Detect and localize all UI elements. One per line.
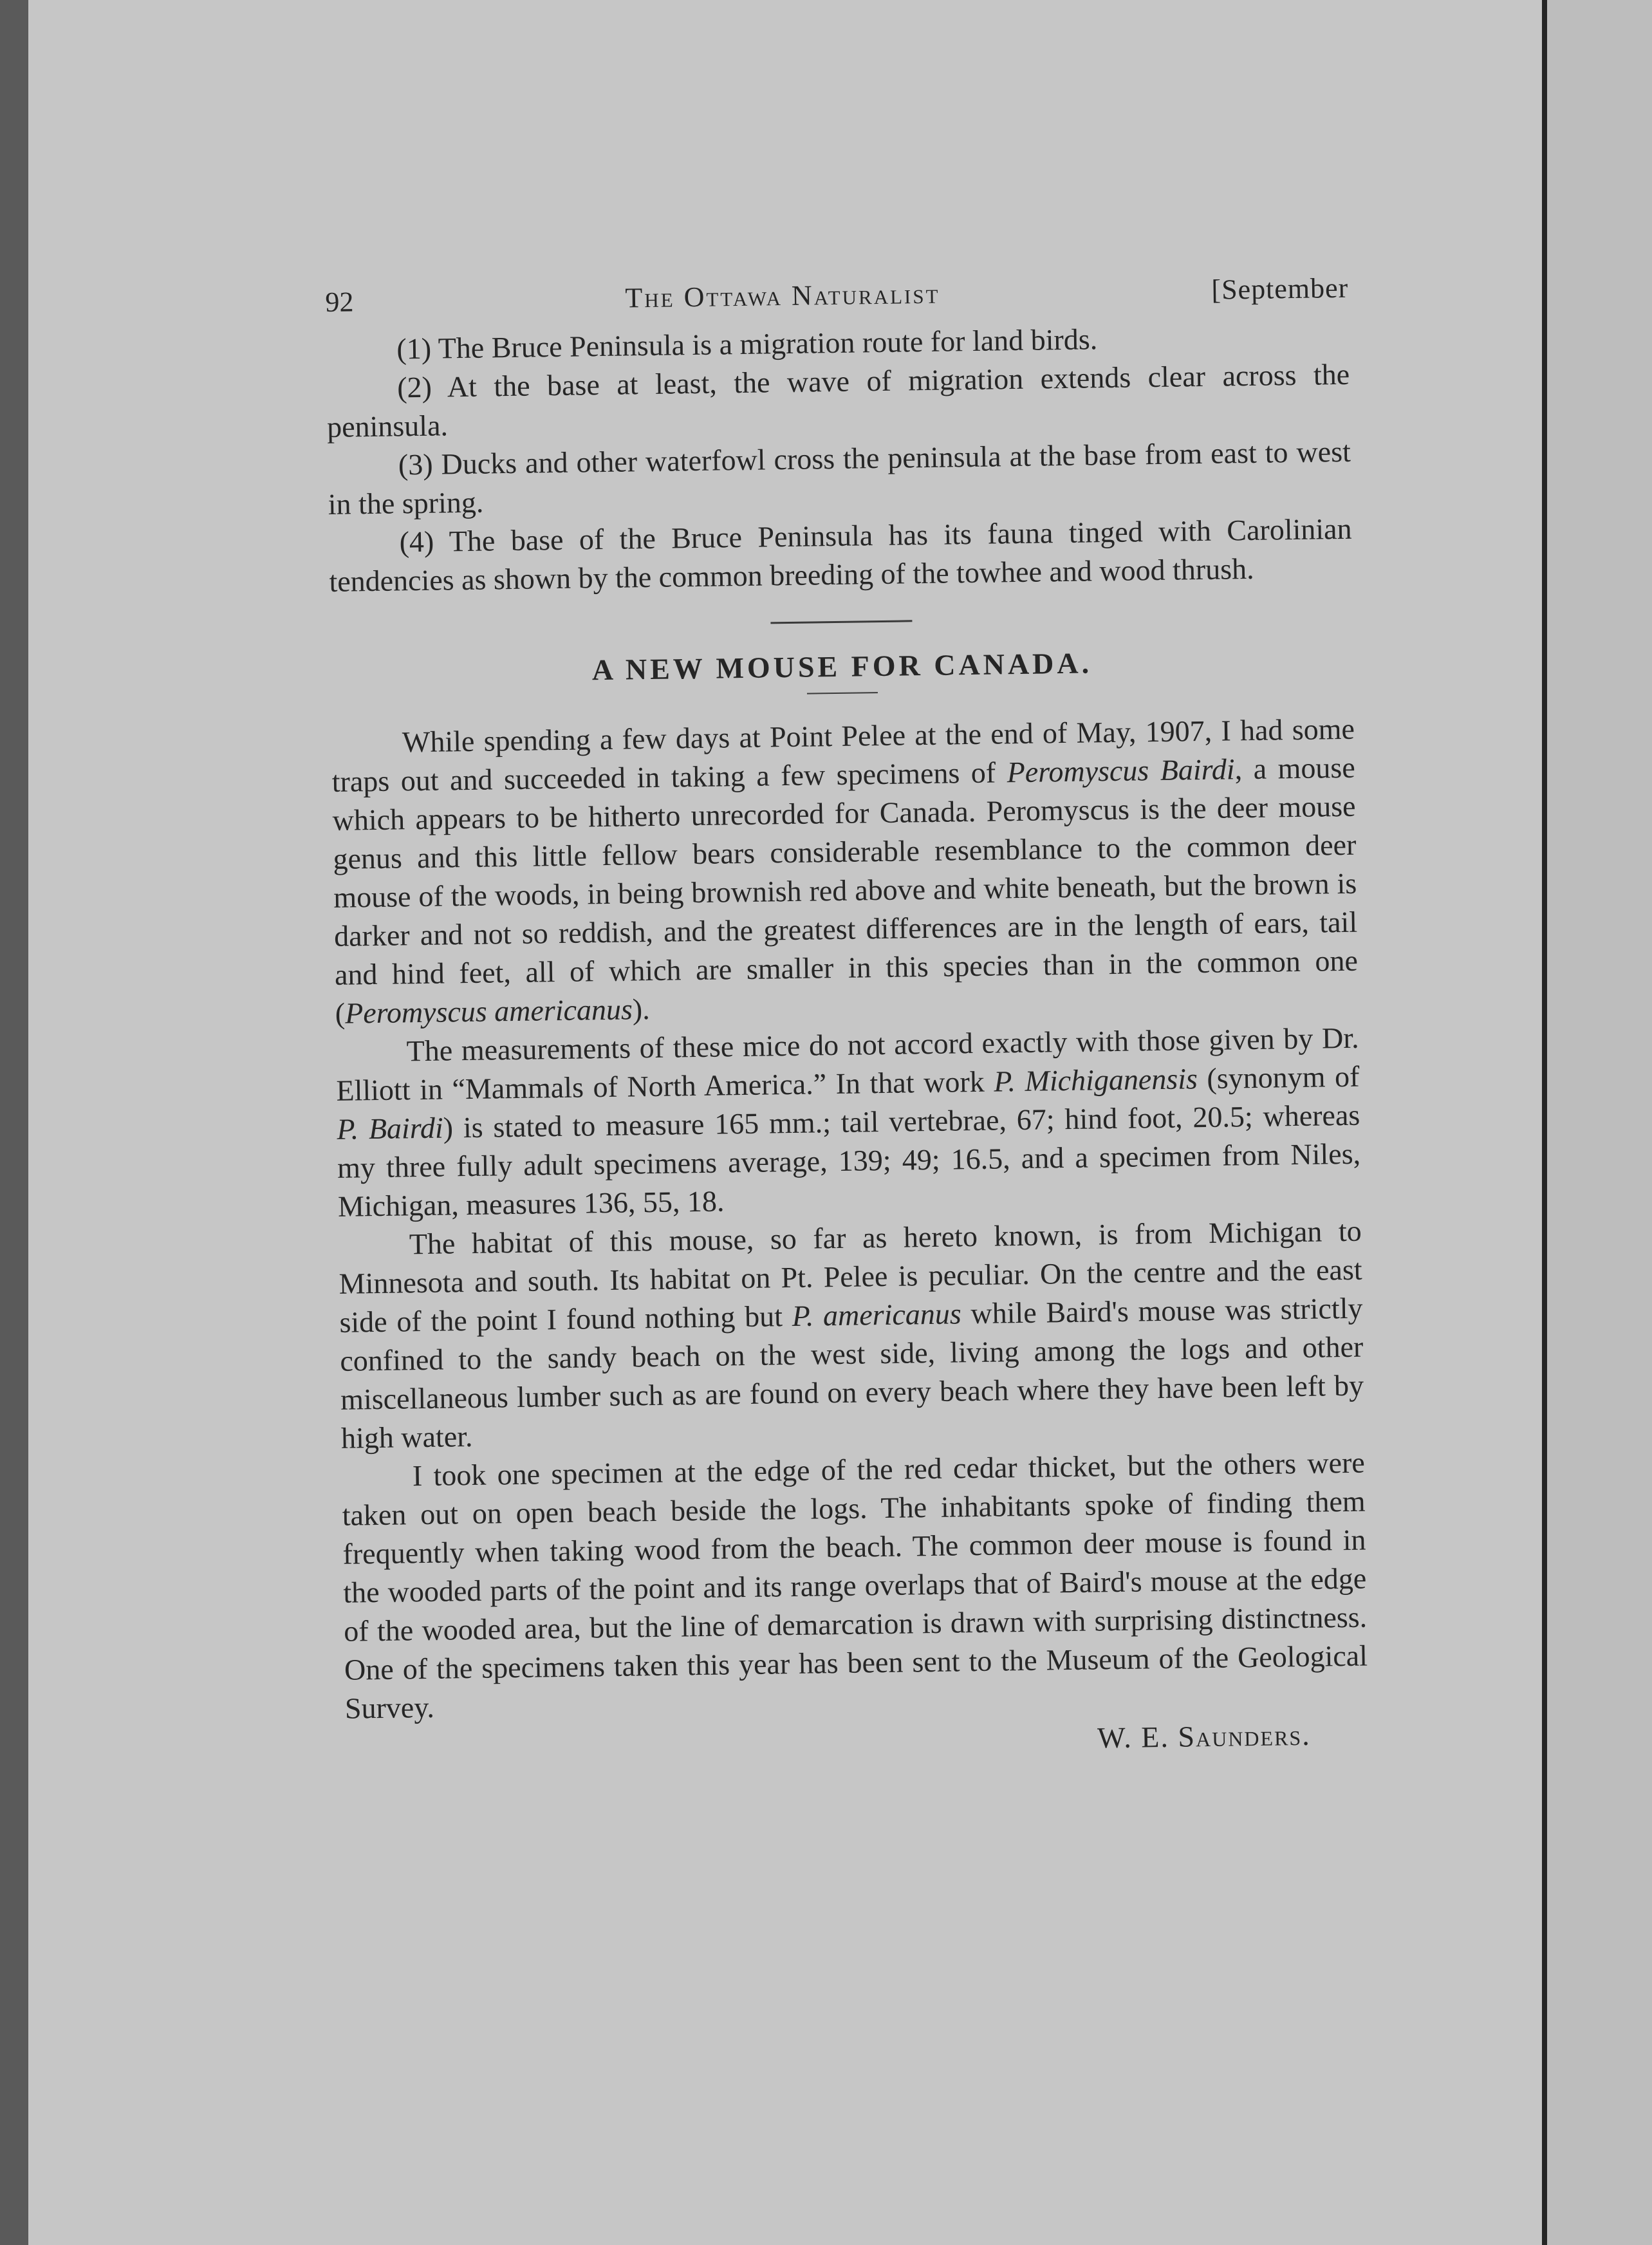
issue-month: [September: [1211, 272, 1349, 306]
article-paragraph-4: I took one specimen at the edge of the red cedar thicket, but the others were taken out on open beach beside the logs. The inhabitants spoke of finding them frequently when taking wood from the beach. The common deer mouse is found in the wooded parts of the point and its range overlaps that of Baird's mouse at the edge of the wooded area, but the line of demarcation is drawn with surprising distinctness. One of the specimens taken this year has been sent to the Museum of the Geological Survey.: [342, 1446, 1368, 1725]
species-name: P. americanus: [792, 1297, 962, 1333]
species-name: Peromyscus Bairdi: [1007, 752, 1235, 789]
title-underline: [807, 692, 878, 694]
text-column: [325, 269, 1369, 1768]
author-signature: W. E. Saunders.: [1097, 1718, 1311, 1755]
conclusion-2: (2) At the base at least, the wave of migration extends clear across the peninsula.: [326, 357, 1350, 443]
conclusion-1: (1) The Bruce Peninsula is a migration route for land birds.: [396, 322, 1098, 366]
article-paragraph-3: The habitat of this mouse, so far as hereto known, is from Michigan to Minnesota and south. Its habitat on Pt. Pelee is peculiar. On the centre and the east side of the point I found nothing but P. americanus while Baird's mouse was strictly confined to the sandy beach on the west side, living among the logs and other miscellaneous lumber such as are found on every beach where they have been left by high water.: [339, 1214, 1364, 1455]
conclusion-4: (4) The base of the Bruce Peninsula has its fauna tinged with Carolinian tendencies as shown by the common breeding of the towhee and wood thrush.: [329, 512, 1352, 598]
article-title: A NEW MOUSE FOR CANADA.: [591, 646, 1093, 687]
article-paragraph-1: While spending a few days at Point Pelee at the end of May, 1907, I had some traps out and succeeded in taking a few specimens of Peromyscus Bairdi, a mouse which appears to be hitherto unrecorded for Canada. Peromyscus is the deer mouse genus and this little fellow bears considerable resemblance to the common deer mouse of the woods, in being brownish red above and white beneath, but the brown is darker and not so reddish, and the greatest differences are in the length of ears, tail and hind feet, all of which are smaller in this species than in the common one (Peromyscus americanus).: [331, 712, 1359, 1030]
species-name: Peromyscus americanus: [344, 992, 633, 1030]
page-number: 92: [325, 286, 354, 318]
section-divider: [770, 620, 912, 624]
article-paragraph-2: The measurements of these mice do not accord exactly with those given by Dr. Elliott in “Mammals of North America.” In that work P. Michiganensis (synonym of P. Bairdi) is stated to measure 165 mm.; tail vertebrae, 67; hind foot, 20.5; whereas my three fully adult specimens average, 139; 49; 16.5, and a specimen from Niles, Michigan, measures 136, 55, 18.: [336, 1021, 1361, 1223]
conclusion-3: (3) Ducks and other waterfowl cross the peninsula at the base from east to west in the spring.: [328, 434, 1351, 521]
species-name: P. Michiganensis: [993, 1062, 1198, 1098]
adjacent-page-strip: [1547, 0, 1652, 2245]
species-name: P. Bairdi: [336, 1111, 444, 1146]
journal-title: The Ottawa Naturalist: [625, 277, 940, 314]
